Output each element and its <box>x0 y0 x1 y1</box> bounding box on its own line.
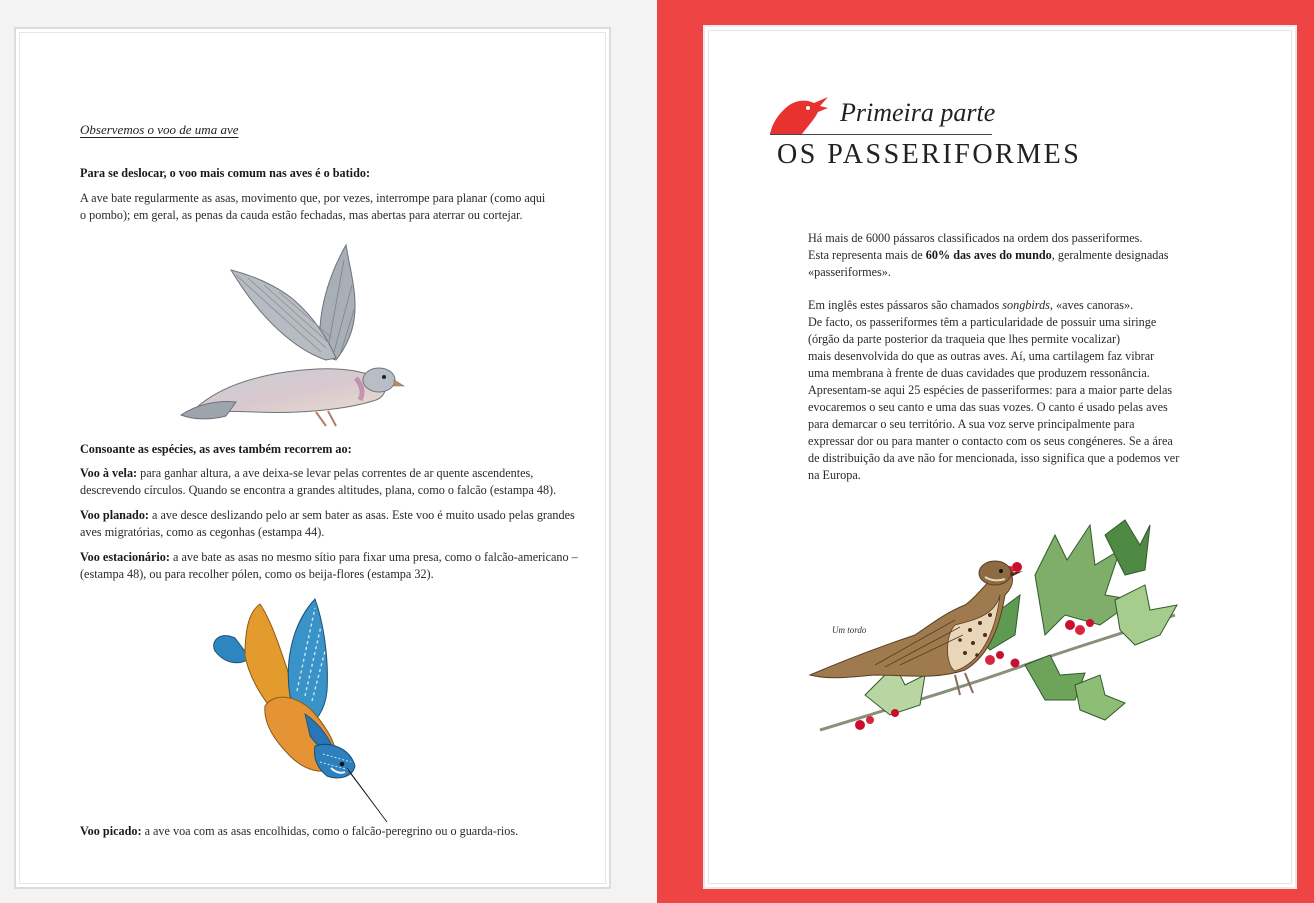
glide-flight-term: Voo planado: <box>80 508 149 522</box>
flapping-heading: Para se deslocar, o voo mais comum nas aves é o batido: <box>80 166 370 180</box>
illustration-caption: Um tordo <box>832 625 867 635</box>
pigeon-illustration <box>176 240 406 430</box>
hover-flight-term: Voo estacionário: <box>80 550 170 564</box>
flapping-text: A ave bate regularmente as asas, movimento que, por vezes, interrompe para planar (como aqui o pombo); em geral, as penas da cauda estão fechadas, mas abertas para aterrar ou cortejar. <box>80 191 546 222</box>
red-bird-logo <box>768 94 830 136</box>
dive-flight-text: Voo picado: a ave voa com as asas encolhidas, como o falcão-peregrino ou o guarda-rios. <box>80 824 519 838</box>
sail-flight-term: Voo à vela: <box>80 466 138 480</box>
kingfisher-illustration <box>205 596 395 826</box>
glide-flight-text: Voo planado: a ave desce deslizando pelo ar sem bater as asas. Este voo é muito usado pelas grandes aves migratórias, como as cegonhas (estampa 44). <box>80 508 575 539</box>
songbird-paragraph: Em inglês estes pássaros são chamados songbirds, «aves canoras». De facto, os passeriformes têm a particularidade de possuir uma siringe (órgão da parte posterior da traqueia que lhes permite vocalizar) mais desenvolvida do que as outras aves. Aí, uma cartilagem faz vibrar uma membrana à frente de duas cavidades que produzem ressonância. Apresentam-se aqui 25 espécies de passeriformes: para a maior parte delas evocaremos o seu canto e uma das suas vozes. O canto é usado pelas aves para demarcar o seu território. A sua voz serve principalmente para expressar dor ou para manter o contacto com os seus congéneres. Se a área de distribuição da ave não for mencionada, isso significa que a podemos ver na Europa. <box>808 298 1180 482</box>
intro-paragraph: Há mais de 6000 pássaros classificados na ordem dos passeriformes. Esta representa mais de 60% das aves do mundo, geralmente designadas «passeriformes». <box>808 231 1169 279</box>
dive-flight-term: Voo picado: <box>80 824 142 838</box>
species-heading: Consoante as espécies, as aves também recorrem ao: <box>80 442 352 456</box>
section-title: Observemos o voo de uma ave <box>80 122 239 137</box>
part-label: Primeira parte <box>840 98 996 127</box>
title-rule <box>770 134 992 135</box>
hover-flight-text: Voo estacionário: a ave bate as asas no mesmo sítio para fixar uma presa, como o falcão-americano – (estampa 48), ou para recolher pólen, como os beija-flores (estampa 32). <box>80 550 578 581</box>
sail-flight-text: Voo à vela: para ganhar altura, a ave deixa-se levar pelas correntes de ar quente ascendentes, descrevendo círculos. Quando se encontra a grandes altitudes, plana, como o falcão (estampa 48). <box>80 466 557 497</box>
chapter-title: OS PASSERIFORMES <box>777 139 1082 170</box>
